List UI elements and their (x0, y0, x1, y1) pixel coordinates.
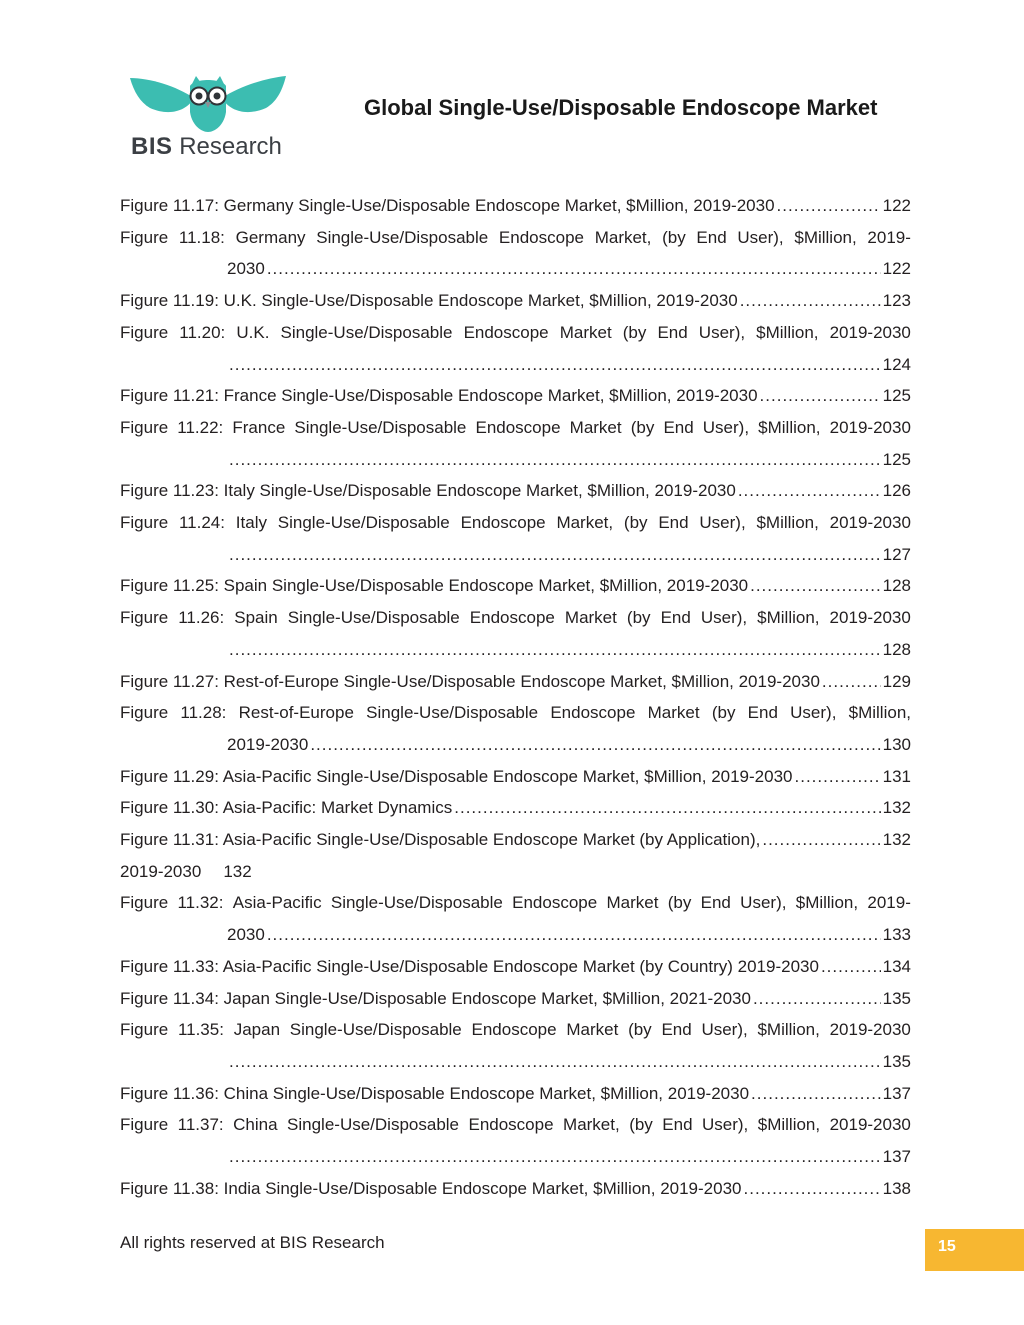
toc-page-number: 123 (882, 291, 911, 311)
document-title: Global Single-Use/Disposable Endoscope Market (364, 95, 878, 120)
dot-leader (229, 444, 881, 476)
toc-entry-text: Spain (234, 608, 278, 628)
toc-entry-text: 2019- (867, 893, 911, 913)
toc-entry-text: 11.26: (178, 608, 225, 628)
dot-leader (310, 729, 880, 761)
toc-page-number: 137 (882, 1147, 911, 1167)
footer-copyright: All rights reserved at BIS Research (120, 1233, 385, 1252)
toc-entry[interactable] (120, 1173, 911, 1205)
toc-entry-text: 11.28: (180, 703, 227, 723)
toc-entry-text: Figure 11.25: Spain Single-Use/Disposable Endoscope Market, $Million, 2019-2030 (120, 576, 749, 596)
toc-entry[interactable] (120, 1014, 911, 1077)
toc-entry-text: $Million, (757, 1115, 821, 1135)
toc-entry-text: Single-Use/Disposable (287, 1115, 460, 1135)
toc-entry-text: Endoscope (460, 513, 546, 533)
toc-page-number: 122 (882, 196, 911, 215)
toc-entry-text: U.K. (236, 322, 270, 342)
toc-entry-text: End (747, 703, 778, 723)
toc-entry-text: Figure 11.38: India Single-Use/Disposable Endoscope Market, $Million, 2019-2030 (120, 1178, 742, 1198)
toc-page-number: 137 (882, 1083, 911, 1103)
logo-brand-bold: BIS (131, 133, 173, 160)
dot-leader (762, 824, 880, 856)
toc-entry-text: Figure 11.21: France Single-Use/Disposable Endoscope Market, $Million, 2019-2030 (120, 386, 758, 406)
toc-page-number: 125 (882, 449, 911, 469)
toc-entry-text: $Million, (795, 893, 859, 913)
toc-entry[interactable] (120, 475, 911, 507)
toc-entry-text: Figure (120, 1020, 169, 1040)
toc-entry-text: 11.24: (178, 513, 225, 533)
toc-page-number: 133 (882, 925, 911, 945)
toc-entry-text: End (657, 322, 688, 342)
toc-entry[interactable] (120, 380, 911, 412)
toc-entry[interactable] (120, 190, 911, 222)
toc-entry-text: End (660, 608, 691, 628)
toc-entry-text: 2019-2030 (829, 1020, 911, 1040)
toc-entry-text: Endoscope (469, 608, 555, 628)
toc-entry-text: 2019-2030 (120, 861, 202, 881)
toc-page-number: 130 (882, 734, 911, 754)
toc-entry-text: End (662, 1115, 693, 1135)
toc-entry-text: Figure 11.17: Germany Single-Use/Disposable Endoscope Market, $Million, 2019-2030 (120, 196, 775, 215)
dot-leader (454, 792, 880, 824)
toc-entry[interactable] (120, 1078, 911, 1110)
toc-page-number: 132 (882, 798, 911, 818)
toc-entry-text: Market, (563, 1115, 620, 1135)
toc-entry-text: Market, (594, 227, 652, 247)
toc-entry-text: $Million, (756, 322, 819, 342)
dot-leader (777, 190, 881, 222)
toc-entry-text: End (696, 227, 727, 247)
toc-entry-text: 2019-2030 (829, 417, 911, 437)
toc-entry[interactable] (120, 951, 911, 983)
toc-entry[interactable] (120, 412, 911, 475)
toc-entry[interactable] (120, 1109, 911, 1172)
toc-entry-text: (by (630, 417, 655, 437)
toc-entry-text: User), (702, 1115, 749, 1135)
toc-entry-text: Figure 11.23: Italy Single-Use/Disposable Endoscope Market, $Million, 2019-2030 (120, 481, 736, 501)
toc-entry-text: (by (628, 1020, 652, 1040)
dot-leader (750, 570, 881, 602)
owl-logo-icon (128, 72, 288, 134)
page-number-badge (925, 1229, 1024, 1271)
dot-leader (229, 1141, 881, 1173)
toc-entry-text: Endoscope (550, 703, 636, 723)
page-number: 15 (938, 1238, 956, 1255)
toc-page-number: 135 (882, 1051, 911, 1071)
toc-entry-text: Endoscope (498, 227, 584, 247)
toc-entry-text: 2019-2030 (829, 513, 911, 533)
dot-leader (267, 253, 881, 285)
toc-entry-text: Endoscope (463, 322, 549, 342)
toc-entry-text: Endoscope (512, 893, 598, 913)
toc-page-number: 134 (882, 956, 911, 976)
toc-entry-text: User), (698, 322, 746, 342)
toc-entry-text: Endoscope (471, 1020, 557, 1040)
toc-entry-text: Figure (120, 227, 169, 247)
toc-entry-text: User), (702, 417, 750, 437)
dot-leader (821, 951, 881, 983)
toc-entry-text: Figure 11.31: Asia-Pacific Single-Use/Disposable Endoscope Market (by Application), (120, 830, 761, 850)
toc-entry[interactable] (120, 792, 911, 824)
toc-entry-text: $Million, (756, 513, 819, 533)
toc-entry-text: Figure (120, 417, 169, 437)
toc-entry[interactable] (120, 507, 911, 570)
toc-entry-text: 11.37: (177, 1115, 224, 1135)
toc-entry-text: 2019-2030 (829, 1115, 911, 1135)
toc-page-number: 125 (882, 386, 911, 406)
toc-entry-text: (by (626, 608, 651, 628)
toc-page-number: 127 (882, 544, 911, 564)
toc-entry-text: User), (700, 608, 748, 628)
dot-leader (795, 761, 881, 793)
toc-entry-text: 2019-2030 (829, 322, 911, 342)
toc-entry-text: Figure 11.36: China Single-Use/Disposable Endoscope Market, $Million, 2019-2030 (120, 1083, 750, 1103)
dot-leader (738, 475, 881, 507)
toc-entry-text: Single-Use/Disposable (277, 513, 450, 533)
toc-entry-text: $Million, (794, 227, 857, 247)
toc-entry-text: (by (667, 893, 692, 913)
toc-entry-text: Endoscope (468, 1115, 554, 1135)
dot-leader (760, 380, 881, 412)
toc-entry[interactable] (120, 602, 911, 665)
toc-entry-text: 2019-2030 (227, 734, 309, 754)
toc-entry-text: Market (569, 417, 622, 437)
toc-page-number: 129 (882, 671, 911, 691)
toc-entry-text: 2019-2030 (829, 608, 911, 628)
toc-page-number: 131 (882, 766, 911, 786)
toc-entry-text: 2019- (867, 227, 911, 247)
toc-entry-text: China (233, 1115, 278, 1135)
toc-entry-text: Single-Use/Disposable (287, 608, 460, 628)
logo-wordmark (131, 133, 282, 161)
toc-entry-text: End (658, 513, 689, 533)
toc-entry-text: Figure (120, 322, 169, 342)
toc-entry-text: Figure 11.19: U.K. Single-Use/Disposable Endoscope Market, $Million, 2019-2030 (120, 291, 738, 311)
dot-leader (751, 1078, 881, 1110)
toc-entry[interactable] (120, 856, 911, 888)
table-of-figures (120, 190, 911, 1205)
toc-entry-text: End (663, 417, 694, 437)
toc-entry-text: Single-Use/Disposable (280, 322, 453, 342)
toc-entry-text: End (700, 893, 731, 913)
toc-entry-text: User), (701, 1020, 748, 1040)
toc-entry-text: Figure (120, 1115, 169, 1135)
toc-entry-text: Endoscope (475, 417, 561, 437)
toc-entry[interactable] (120, 697, 911, 760)
toc-entry-text: $Million, (757, 1020, 820, 1040)
toc-entry[interactable] (120, 761, 911, 793)
toc-entry-text: (by (623, 513, 648, 533)
toc-entry-text: Market (566, 1020, 619, 1040)
toc-entry-text: 11.18: (178, 227, 225, 247)
toc-entry-text: $Million, (848, 703, 911, 723)
dot-leader (229, 634, 881, 666)
toc-entry-text: Figure (120, 513, 169, 533)
toc-entry-text: 11.20: (179, 322, 226, 342)
toc-entry-text: Single-Use/Disposable (294, 417, 467, 437)
toc-entry-text: 2030 (227, 259, 265, 279)
toc-entry-text: Single-Use/Disposable (330, 893, 503, 913)
toc-entry-text: Japan (233, 1020, 281, 1040)
toc-page-number: 128 (882, 639, 911, 659)
toc-entry-text: User), (790, 703, 837, 723)
toc-entry-text: Single-Use/Disposable (289, 1020, 462, 1040)
toc-entry-text: (by (711, 703, 736, 723)
toc-page-number: 128 (882, 576, 911, 596)
toc-page-number: 132 (882, 830, 911, 850)
dot-leader (229, 539, 881, 571)
toc-entry-text: Figure 11.27: Rest-of-Europe Single-Use/Disposable Endoscope Market, $Million, 2019-2030 (120, 671, 820, 691)
toc-entry-text: 2030 (227, 925, 265, 945)
toc-entry-text: $Million, (758, 417, 821, 437)
toc-entry[interactable] (120, 317, 911, 380)
toc-entry[interactable] (120, 824, 911, 856)
toc-entry-text: Market (606, 893, 659, 913)
toc-entry-text: User), (699, 513, 746, 533)
toc-entry-text: User), (737, 227, 784, 247)
toc-entry-text: Single-Use/Disposable (366, 703, 539, 723)
toc-entry-text: Germany (235, 227, 306, 247)
toc-entry-text: Figure (120, 703, 169, 723)
toc-entry-text: (by (662, 227, 686, 247)
toc-entry-text: Figure 11.29: Asia-Pacific Single-Use/Disposable Endoscope Market, $Million, 2019-2030 (120, 766, 793, 786)
toc-page-number: 124 (882, 354, 911, 374)
toc-entry-text: Single-Use/Disposable (316, 227, 489, 247)
toc-entry-text: Figure 11.34: Japan Single-Use/Disposable Endoscope Market, $Million, 2021-2030 (120, 988, 751, 1008)
dot-leader (753, 983, 881, 1015)
toc-entry-text: Italy (235, 513, 267, 533)
toc-entry-text: Figure (120, 893, 169, 913)
toc-page-number: 132 (223, 861, 252, 881)
toc-entry-text: Figure (120, 608, 169, 628)
toc-entry-text: Market (647, 703, 700, 723)
toc-entry-text: Market (564, 608, 617, 628)
dot-leader (822, 666, 881, 698)
toc-entry-text: Market (559, 322, 612, 342)
toc-entry-text: Figure 11.33: Asia-Pacific Single-Use/Disposable Endoscope Market (by Country) 2019-2030 (120, 956, 819, 976)
toc-entry[interactable] (120, 887, 911, 950)
dot-leader (740, 285, 881, 317)
toc-entry[interactable] (120, 983, 911, 1015)
dot-leader (744, 1173, 881, 1205)
toc-page-number: 135 (882, 988, 911, 1008)
toc-entry-text: Rest-of-Europe (238, 703, 354, 723)
toc-entry-text: 11.22: (177, 417, 224, 437)
toc-entry-text: $Million, (757, 608, 820, 628)
toc-entry-text: Market, (556, 513, 614, 533)
toc-entry[interactable] (120, 666, 911, 698)
logo-brand-regular: Research (179, 133, 282, 160)
toc-page-number: 138 (882, 1178, 911, 1198)
toc-page-number: 126 (882, 481, 911, 501)
dot-leader (267, 919, 881, 951)
toc-entry-text: 11.32: (177, 893, 224, 913)
toc-entry-text: (by (629, 1115, 653, 1135)
toc-entry-text: Figure 11.30: Asia-Pacific: Market Dynamics (120, 798, 453, 818)
toc-entry-text: France (232, 417, 286, 437)
toc-entry-text: Asia-Pacific (232, 893, 322, 913)
toc-entry-text: 11.35: (177, 1020, 224, 1040)
toc-entry[interactable] (120, 222, 911, 285)
dot-leader (229, 1046, 881, 1078)
toc-page-number: 122 (882, 259, 911, 279)
toc-entry-text: User), (740, 893, 787, 913)
toc-entry-text: End (661, 1020, 692, 1040)
toc-entry[interactable] (120, 285, 911, 317)
toc-entry[interactable] (120, 570, 911, 602)
toc-entry-text: (by (622, 322, 647, 342)
dot-leader (229, 349, 881, 381)
